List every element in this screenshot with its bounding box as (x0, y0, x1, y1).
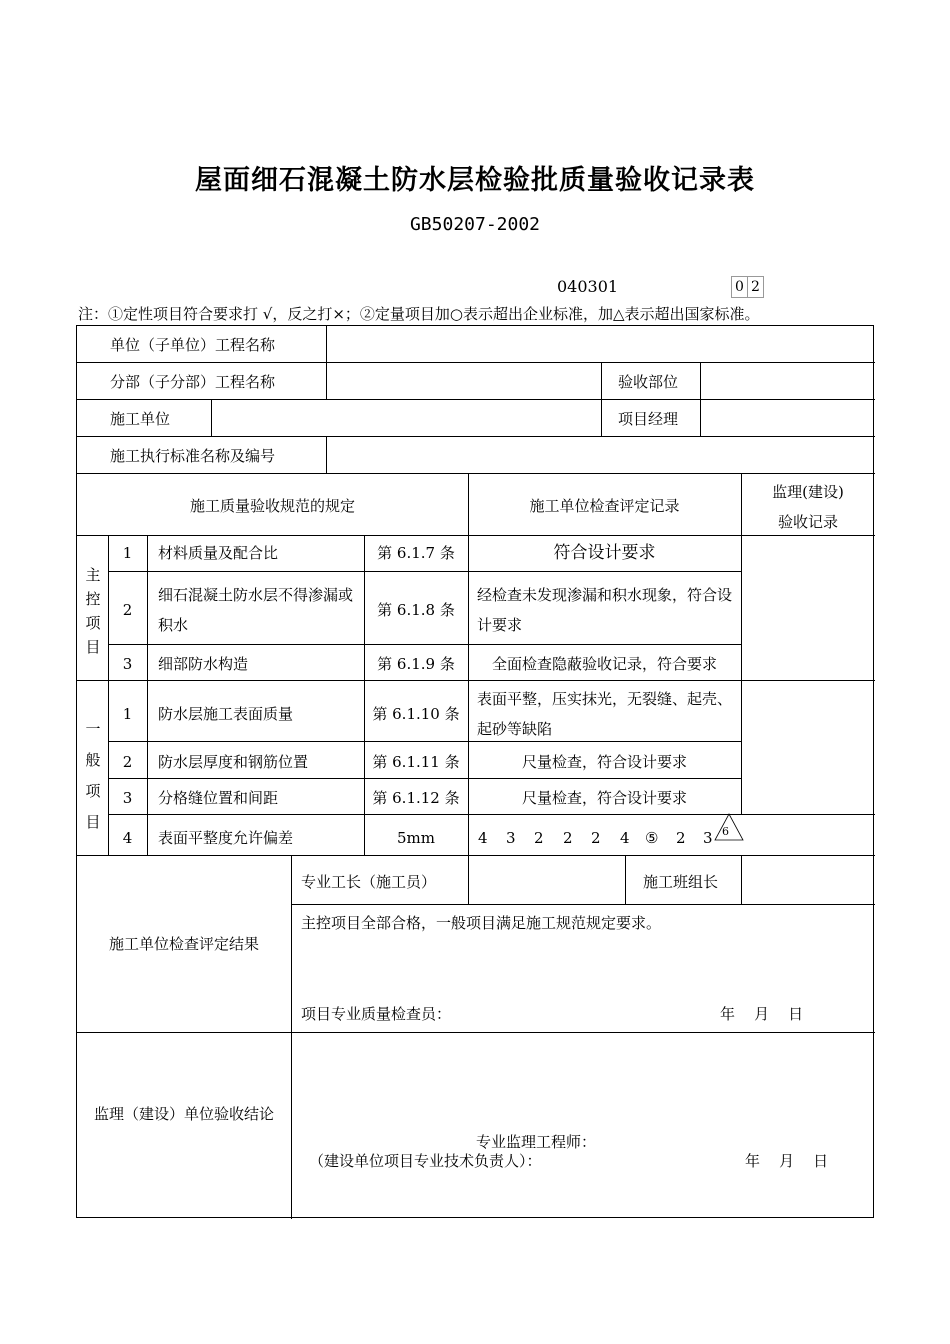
page-title: 屋面细石混凝土防水层检验批质量验收记录表 (195, 165, 755, 196)
general-item-1-record: 表面平整，压实抹光，无裂缝、起壳、起砂等缺陷 (477, 690, 733, 738)
result-date: 年 月 日 (720, 1005, 804, 1023)
main-item-1-no: 1 (122, 544, 133, 562)
acceptance-part-label: 验收部位 (618, 373, 679, 391)
general-item-2-no: 2 (122, 753, 133, 771)
serial-box-1[interactable]: 0 (731, 276, 748, 298)
team-leader-label: 施工班组长 (643, 873, 719, 891)
measurement-cell[interactable]: 2 (534, 829, 544, 847)
general-items-label: 一 般 项 目 (85, 720, 101, 831)
general-item-2-clause: 第 6.1.11 条 (372, 753, 460, 771)
measurement-cell[interactable]: 2 (676, 829, 686, 847)
measurement-cell[interactable]: 4 (620, 829, 630, 847)
measurement-cell[interactable]: 2 (563, 829, 573, 847)
result-conclusion: 主控项目全部合格，一般项目满足施工规范规定要求。 (301, 914, 662, 932)
main-item-3-name: 细部防水构造 (158, 655, 249, 673)
supervisor-record-header-2: 验收记录 (777, 513, 838, 531)
standard-label: 施工执行标准名称及编号 (110, 447, 276, 465)
measurement-cell[interactable]: 3 (506, 829, 516, 847)
measurement-cell-exceeds-national-standard[interactable]: 6 (722, 825, 729, 838)
main-item-2-clause: 第 6.1.8 条 (377, 601, 455, 619)
measurement-cell[interactable]: 4 (478, 829, 488, 847)
general-item-3-clause: 第 6.1.12 条 (372, 789, 460, 807)
supervisor-record-header-1: 监理(建设) (772, 483, 844, 501)
main-item-1-record: 符合设计要求 (553, 543, 656, 563)
main-item-3-record: 全面检查隐蔽验收记录，符合要求 (491, 655, 717, 673)
form-code: 040301 (557, 277, 619, 296)
general-item-2-name: 防水层厚度和钢筋位置 (158, 753, 309, 771)
note: 注：①定性项目符合要求打 √，反之打×；②定量项目加○表示超出企业标准，加△表示超出国家标准。 (78, 305, 760, 323)
general-item-2-record: 尺量检查，符合设计要求 (521, 753, 687, 771)
general-item-3-record: 尺量检查，符合设计要求 (521, 789, 687, 807)
contractor-record-header: 施工单位检查评定记录 (529, 497, 680, 515)
general-item-4-name: 表面平整度允许偏差 (158, 829, 294, 847)
standard-code: GB50207-2002 (409, 214, 541, 235)
spec-column-header: 施工质量验收规范的规定 (189, 497, 355, 515)
main-item-2-record: 经检查未发现渗漏和积水现象，符合设计要求 (477, 586, 733, 634)
engineer-label: 专业监理工程师： (475, 1133, 596, 1151)
measurement-cell[interactable]: 2 (591, 829, 601, 847)
main-item-2-name: 细石混凝土防水层不得渗漏或积水 (158, 586, 354, 634)
unit-name-label: 单位（子单位）工程名称 (110, 336, 276, 354)
main-item-1-name: 材料质量及配合比 (158, 544, 279, 562)
general-item-4-tolerance: 5mm (397, 829, 435, 847)
owner-label: （建设单位项目专业技术负责人）： (309, 1152, 542, 1170)
triangle-mark-icon (713, 812, 745, 844)
measurement-cell-exceeds-company-standard[interactable]: ⑤ (645, 829, 659, 847)
general-item-1-clause: 第 6.1.10 条 (372, 705, 460, 723)
inspector-label: 项目专业质量检查员： (301, 1005, 452, 1023)
general-item-4-no: 4 (122, 829, 133, 847)
project-manager-label: 项目经理 (618, 410, 679, 428)
foreman-label: 专业工长（施工员） (301, 873, 437, 891)
result-label: 施工单位检查评定结果 (108, 935, 259, 953)
main-item-3-clause: 第 6.1.9 条 (377, 655, 455, 673)
general-item-3-name: 分格缝位置和间距 (158, 789, 279, 807)
main-item-2-no: 2 (122, 601, 133, 619)
general-item-1-no: 1 (122, 705, 133, 723)
main-item-3-no: 3 (122, 655, 133, 673)
supervision-date: 年 月 日 (745, 1152, 829, 1170)
subdivision-label: 分部（子分部）工程名称 (110, 373, 276, 391)
contractor-label: 施工单位 (110, 410, 171, 428)
general-item-1-name: 防水层施工表面质量 (158, 705, 294, 723)
general-item-3-no: 3 (122, 789, 133, 807)
main-control-label: 主 控 项 目 (85, 566, 101, 656)
main-item-1-clause: 第 6.1.7 条 (377, 544, 455, 562)
measurement-cell[interactable]: 3 (703, 829, 713, 847)
serial-box-2[interactable]: 2 (747, 276, 764, 298)
supervision-label: 监理（建设）单位验收结论 (93, 1105, 274, 1123)
inspection-table (76, 325, 874, 1218)
